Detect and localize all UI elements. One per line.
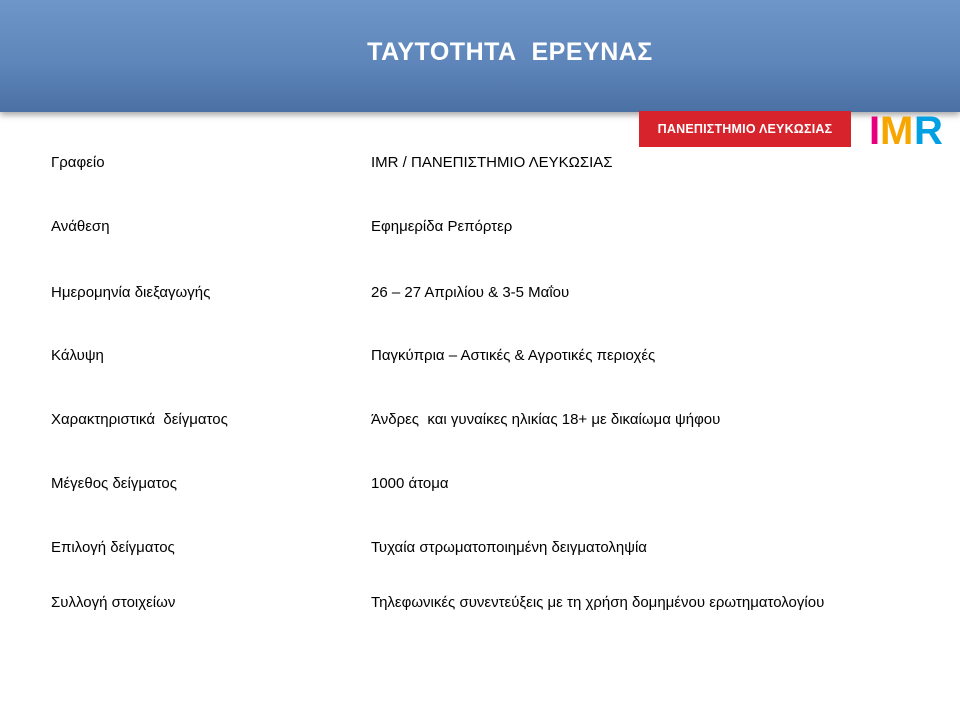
imr-logo-letter-m: M — [880, 109, 914, 150]
info-row-data-collection — [0, 594, 960, 618]
row-value: 1000 άτομα — [371, 475, 449, 492]
row-label: Χαρακτηριστικά δείγματος — [51, 411, 228, 428]
row-value: Παγκύπρια – Αστικές & Αγροτικές περιοχές — [371, 347, 656, 364]
title-banner — [0, 0, 960, 112]
university-logo — [639, 111, 851, 147]
row-value: 26 – 27 Απριλίου & 3-5 Μαΐου — [371, 284, 570, 301]
row-value: IMR / ΠΑΝΕΠΙΣΤΗΜΙΟ ΛΕΥΚΩΣΙΑΣ — [371, 154, 613, 171]
row-label: Κάλυψη — [51, 347, 104, 364]
info-row-sample-characteristics — [0, 411, 960, 435]
row-label: Ημερομηνία διεξαγωγής — [51, 284, 211, 301]
imr-logo — [866, 108, 946, 150]
row-label: Μέγεθος δείγματος — [51, 475, 177, 492]
university-logo-text: ΠΑΝΕΠΙΣΤΗΜΙΟ ΛΕΥΚΩΣΙΑΣ — [657, 122, 833, 136]
row-label: Ανάθεση — [51, 218, 110, 235]
info-row-sampling-method — [0, 539, 960, 563]
info-row-sample-size — [0, 475, 960, 499]
imr-logo-letter-i: I — [869, 109, 881, 150]
info-row-dates — [0, 284, 960, 308]
info-row-commission — [0, 218, 960, 242]
row-label: Γραφείο — [51, 154, 105, 171]
info-row-office — [0, 154, 960, 178]
row-value: Τυχαία στρωματοποιημένη δειγματοληψία — [371, 539, 647, 556]
imr-logo-letter-r: R — [914, 109, 943, 150]
row-value: Εφημερίδα Ρεπόρτερ — [371, 218, 513, 235]
page-title: ΤΑΥΤΟΤΗΤΑ ΕΡΕΥΝΑΣ — [367, 38, 653, 66]
row-value: Άνδρες και γυναίκες ηλικίας 18+ με δικαίωμα ψήφου — [371, 411, 721, 428]
row-label: Συλλογή στοιχείων — [51, 594, 176, 611]
row-value: Τηλεφωνικές συνεντεύξεις με τη χρήση δομημένου ερωτηματολογίου — [371, 594, 825, 611]
info-row-coverage — [0, 347, 960, 371]
row-label: Επιλογή δείγματος — [51, 539, 175, 556]
